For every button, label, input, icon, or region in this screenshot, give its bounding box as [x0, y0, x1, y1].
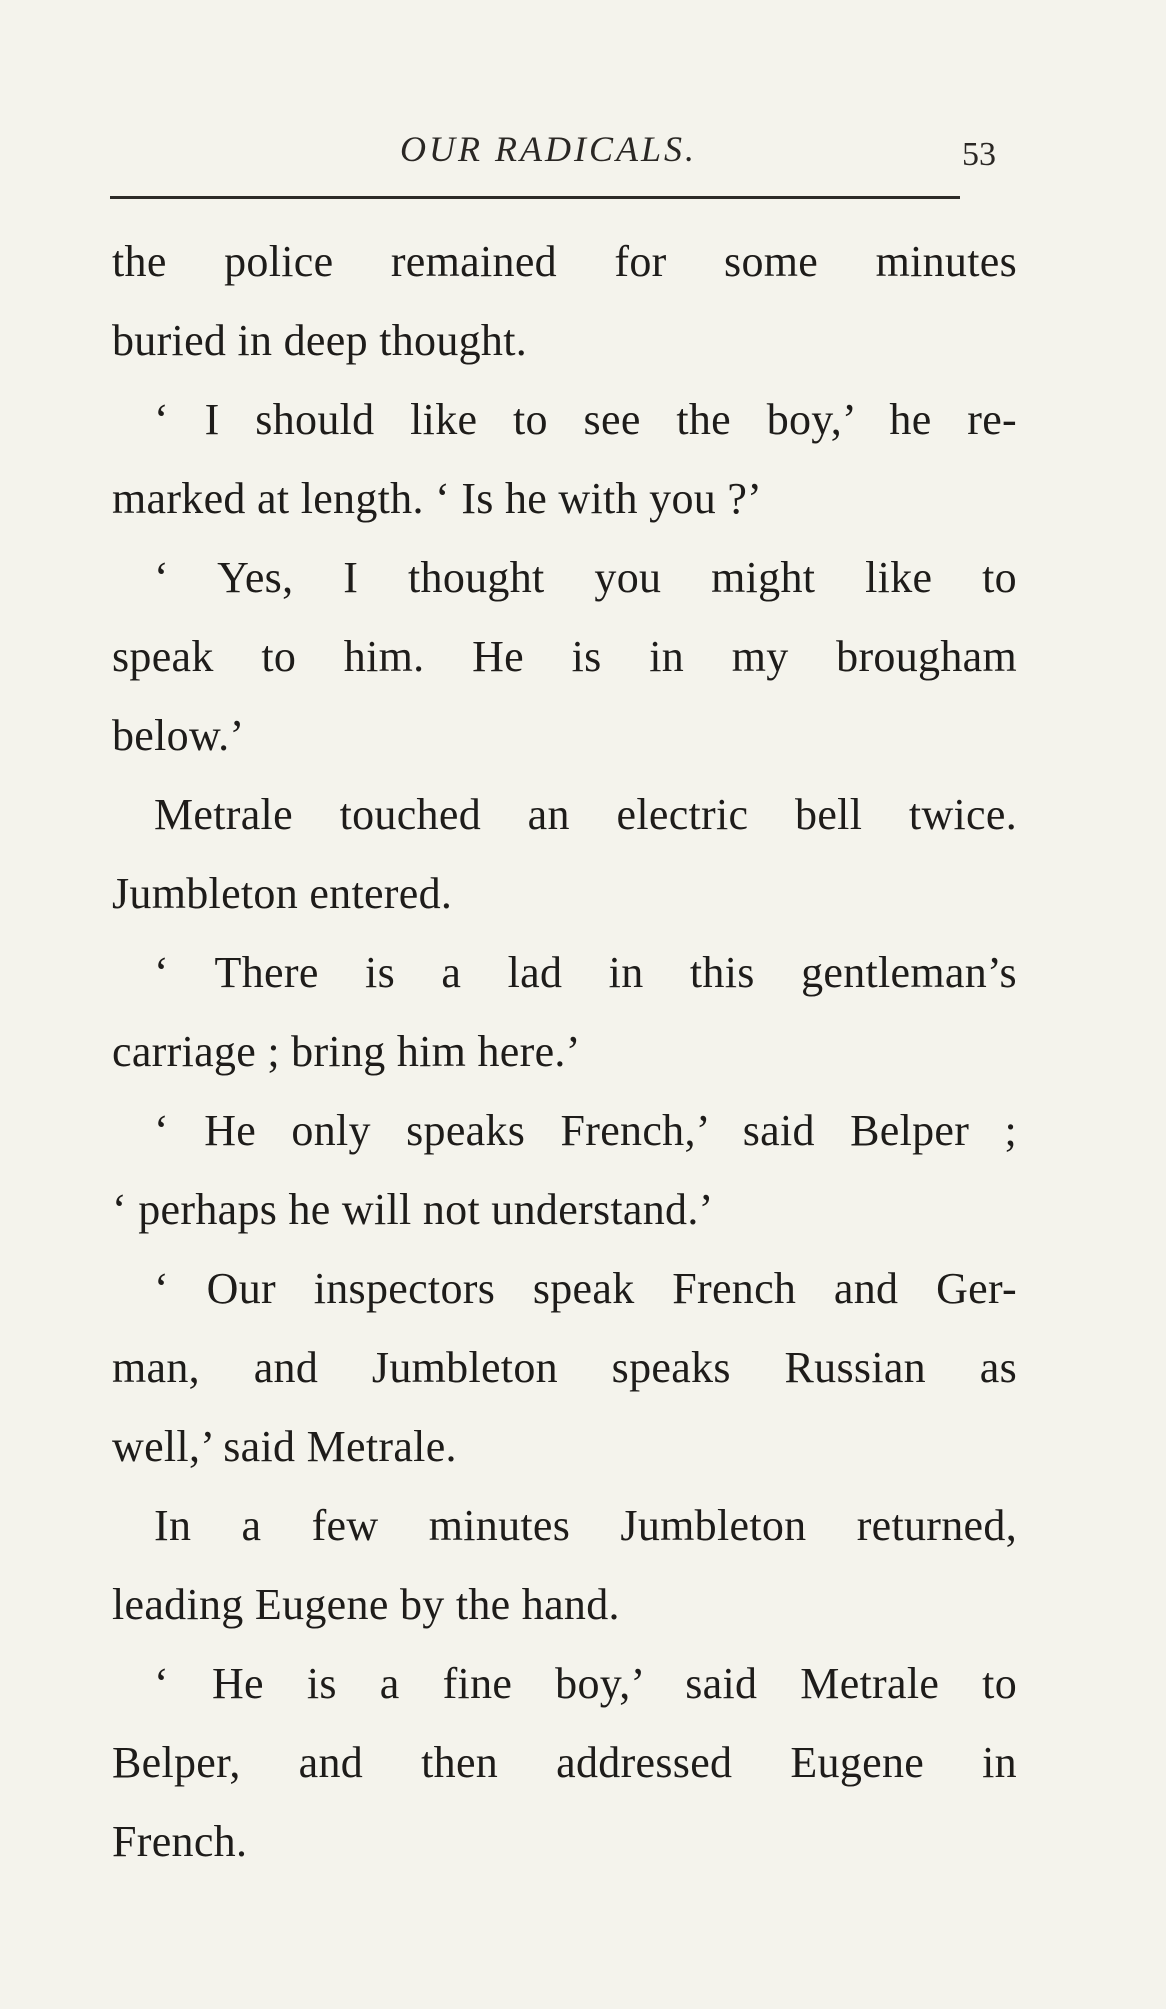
- text-line: ‘ There is a lad in this gentleman’s: [154, 948, 1017, 997]
- text-line: Metrale touched an electric bell twice.: [154, 790, 1017, 839]
- running-head: [0, 128, 1166, 178]
- text-line: In a few minutes Jumbleton returned,: [154, 1501, 1017, 1550]
- body-text: [112, 222, 1017, 1881]
- text-line: man, and Jumbleton speaks Russian as: [112, 1343, 1017, 1392]
- text-line: ‘ He is a fine boy,’ said Metrale to: [154, 1659, 1017, 1708]
- text-line: below.’: [112, 711, 245, 760]
- text-line: Jumbleton entered.: [112, 869, 453, 918]
- text-line: carriage ; bring him here.’: [112, 1027, 581, 1076]
- chapter-title: OUR RADICALS.: [400, 129, 697, 169]
- text-line: ‘ He only speaks French,’ said Belper ;: [154, 1106, 1017, 1155]
- text-line: French.: [112, 1817, 248, 1866]
- text-line: ‘ Yes, I thought you might like to: [154, 553, 1017, 602]
- text-line: leading Eugene by the hand.: [112, 1580, 620, 1629]
- text-line: the police remained for some minutes: [112, 237, 1017, 286]
- text-line: Belper, and then addressed Eugene in: [112, 1738, 1017, 1787]
- text-line: well,’ said Metrale.: [112, 1422, 457, 1471]
- text-line: ‘ Our inspectors speak French and Ger-: [154, 1264, 1017, 1313]
- text-line: speak to him. He is in my brougham: [112, 632, 1017, 681]
- text-line: ‘ I should like to see the boy,’ he re-: [154, 395, 1017, 444]
- text-line: marked at length. ‘ Is he with you ?’: [112, 474, 763, 523]
- text-line: buried in deep thought.: [112, 316, 528, 365]
- text-line: ‘ perhaps he will not understand.’: [112, 1185, 714, 1234]
- page-number: 53: [962, 136, 996, 173]
- header-rule: [110, 196, 960, 199]
